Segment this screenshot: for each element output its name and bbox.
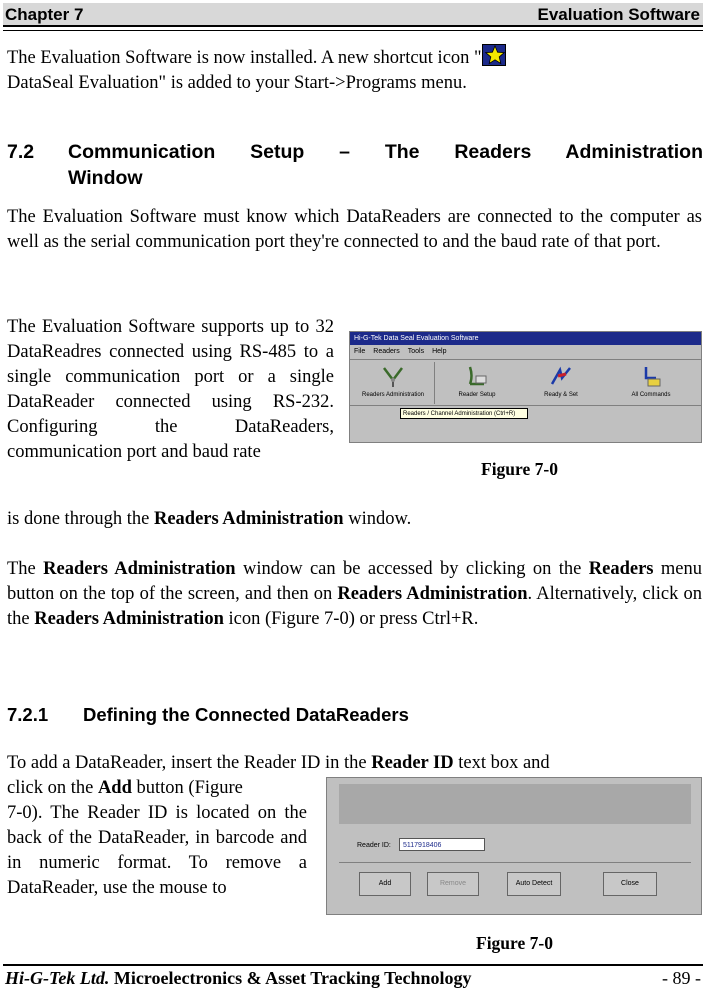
toolbar-button-ready-set[interactable]: Ready & Set [520,362,602,404]
menu-bar [354,346,447,357]
tooltip: Readers / Channel Administration (Ctrl+R) [400,408,528,419]
reader-setup-icon [464,364,490,388]
figure-reader-id-dialog [326,777,702,915]
paragraph-add-reader-line2: click on the Add button (Figure [7,778,243,798]
section-title-7-2-line2: Window [68,167,143,189]
reader-id-input[interactable]: 5117918406 [399,838,485,851]
toolbar-button-all-commands[interactable]: All Commands [606,362,696,404]
paragraph-supports-tail: is done through the Readers Administration window. [7,509,412,529]
intro-paragraph: The Evaluation Software is now installed. A new shortcut icon " DataSeal Evaluation" is added to your Start->Programs menu. [7,44,702,96]
menu-item-file[interactable]: File [354,348,366,355]
section-number-7-2-1: 7.2.1 [7,704,49,725]
figure-readers-toolbar [349,331,702,443]
paragraph-supports: The Evaluation Software supports up to 32 DataReadres connected using RS-485 to a single communication port or a single DataReader connected using RS-232. Configuring the DataReaders, communication port and baud rate [7,317,334,462]
paragraph-add-reader-line1: To add a DataReader, insert the Reader ID in the Reader ID text box and [7,753,550,773]
chapter-title: Evaluation Software [537,5,700,24]
section-title-7-2: Communication Setup – The Readers Administration [68,141,703,163]
page-number: - 89 - [662,968,701,988]
section-number-7-2: 7.2 [7,141,35,163]
page-header [3,3,703,27]
auto-detect-button[interactable]: Auto Detect [507,872,561,896]
footer-company: Hi-G-Tek Ltd. Microelectronics & Asset Tracking Technology [5,968,472,988]
window-titlebar: Hi-G-Tek Data Seal Evaluation Software [350,332,701,345]
paragraph-access-window: The Readers Administration window can be accessed by clicking on the Readers menu button on the top of the screen, and then on Readers Administration. Alternatively, click on the Readers Administration icon (Figure 7-0) or press Ctrl+R. [7,559,702,629]
figure-caption-2: Figure 7-0 [476,933,553,953]
menu-item-help[interactable]: Help [432,348,447,355]
figure-caption-1: Figure 7-0 [481,459,558,479]
reader-id-label: Reader ID: [357,842,391,849]
chapter-label: Chapter 7 [5,5,84,24]
ready-set-icon [548,364,574,388]
section-title-7-2-1: Defining the Connected DataReaders [83,704,409,725]
paragraph-readers-intro: The Evaluation Software must know which DataReaders are connected to the computer as well as the serial communication port they're connected to and the baud rate of that port. [7,207,702,252]
all-commands-icon [638,364,664,388]
toolbar-button-readers-admin[interactable]: Readers Administration [352,362,435,404]
menu-item-readers[interactable]: Readers [373,348,400,355]
menu-item-tools[interactable]: Tools [407,348,425,355]
antenna-icon [380,364,406,388]
paragraph-add-reader-rest: 7-0). The Reader ID is located on the back of the DataReader, in barcode and in numeric format. To remove a DataReader, use the mouse to [7,803,307,898]
toolbar-button-reader-setup[interactable]: Reader Setup [436,362,518,404]
remove-button[interactable]: Remove [427,872,479,896]
star-shortcut-icon [482,44,506,66]
page-footer [5,966,701,990]
close-button[interactable]: Close [603,872,657,896]
reader-list [339,784,691,824]
header-rule [3,30,703,31]
add-button[interactable]: Add [359,872,411,896]
